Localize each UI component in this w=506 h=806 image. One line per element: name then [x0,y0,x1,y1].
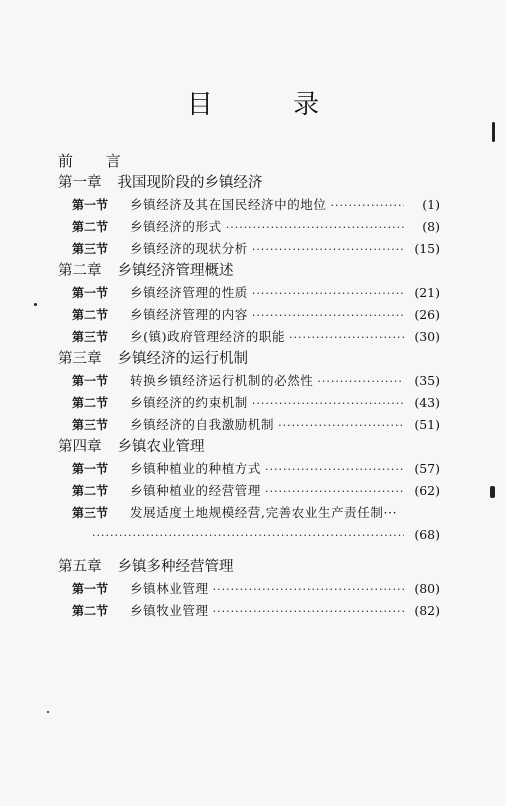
chapter-number: 第五章 [58,559,102,575]
section-title: 乡镇种植业的经营管理 [130,483,262,498]
section-title: 乡(镇)政府管理经济的职能 [130,329,286,344]
dot-leader [226,217,404,239]
table-of-contents [58,150,440,622]
section-title: 乡镇经济的形式 [130,219,222,234]
preface-label: 前 言 [58,152,135,170]
section-title: 乡镇林业管理 [130,581,209,596]
chapter-number: 第一章 [58,175,102,191]
section-number: 第一节 [72,582,109,596]
section-number: 第二节 [72,604,109,618]
toc-section[interactable] [58,282,440,304]
dot-leader [317,371,404,393]
toc-section[interactable] [58,304,440,326]
toc-section[interactable] [58,216,440,238]
section-title: 乡镇经济的现状分析 [130,241,248,256]
section-number: 第一节 [72,198,109,212]
page-title: 目 录 [186,90,356,120]
dot-leader [265,481,404,503]
toc-section[interactable] [58,480,440,502]
dot-leader [92,525,404,547]
page-number: (35) [414,373,440,388]
section-number: 第三节 [72,506,109,520]
section-title: 乡镇经济管理的内容 [130,307,248,322]
scan-speck [492,122,495,142]
page-number: (1) [422,197,440,212]
page-number: (8) [422,219,440,234]
toc-chapter-5[interactable] [58,556,440,578]
toc-section-continuation[interactable] [58,524,440,546]
section-number: 第三节 [72,330,109,344]
section-number: 第三节 [72,242,109,256]
section-number: 第三节 [72,418,109,432]
section-title: 乡镇经济管理的性质 [130,285,248,300]
dot-leader [289,327,404,349]
section-number: 第二节 [72,308,109,322]
chapter-number: 第二章 [58,263,102,279]
scan-speck [47,711,49,713]
toc-section[interactable] [58,326,440,348]
section-number: 第二节 [72,484,109,498]
dot-leader [213,601,404,623]
chapter-title: 乡镇农业管理 [117,439,205,455]
toc-chapter-3[interactable] [58,348,440,370]
chapter-title: 乡镇经济的运行机制 [117,351,248,367]
dot-leader [252,305,404,327]
dot-leader [252,283,404,305]
scan-speck [490,486,495,498]
toc-chapter-2[interactable] [58,260,440,282]
section-title: 乡镇经济的约束机制 [130,395,248,410]
section-number: 第二节 [72,220,109,234]
toc-section[interactable] [58,370,440,392]
scan-speck [34,303,37,306]
toc-section[interactable] [58,578,440,600]
section-number: 第一节 [72,462,109,476]
chapter-title: 我国现阶段的乡镇经济 [117,175,263,191]
section-title: 乡镇种植业的种植方式 [130,461,262,476]
dot-leader [252,239,404,261]
toc-section[interactable] [58,458,440,480]
page-number: (82) [414,603,440,618]
dot-leader [265,459,404,481]
page-number: (68) [414,527,440,542]
section-title: 乡镇牧业管理 [130,603,209,618]
chapter-number: 第四章 [58,439,102,455]
page-number: (30) [414,329,440,344]
section-title: 发展适度土地规模经营,完善农业生产责任制··· [130,505,398,520]
section-number: 第二节 [72,396,109,410]
page-number: (57) [414,461,440,476]
section-number: 第一节 [72,286,109,300]
section-title: 乡镇经济的自我激励机制 [130,417,275,432]
section-title: 乡镇经济及其在国民经济中的地位 [130,197,327,212]
toc-section[interactable] [58,600,440,622]
toc-section[interactable] [58,414,440,436]
dot-leader [213,579,404,601]
chapter-title: 乡镇多种经营管理 [117,559,234,575]
section-title: 转换乡镇经济运行机制的必然性 [130,373,314,388]
toc-preface[interactable] [58,150,440,172]
toc-section[interactable] [58,502,440,524]
toc-section[interactable] [58,238,440,260]
page-number: (62) [414,483,440,498]
chapter-title: 乡镇经济管理概述 [117,263,234,279]
page-number: (26) [414,307,440,322]
toc-section[interactable] [58,392,440,414]
dot-leader [331,195,404,217]
page-number: (51) [414,417,440,432]
dot-leader [252,393,404,415]
chapter-number: 第三章 [58,351,102,367]
page-number: (15) [414,241,440,256]
toc-chapter-1[interactable] [58,172,440,194]
dot-leader [278,415,404,437]
page-number: (80) [414,581,440,596]
page-number: (21) [414,285,440,300]
section-number: 第一节 [72,374,109,388]
toc-chapter-4[interactable] [58,436,440,458]
toc-section[interactable] [58,194,440,216]
page-number: (43) [414,395,440,410]
